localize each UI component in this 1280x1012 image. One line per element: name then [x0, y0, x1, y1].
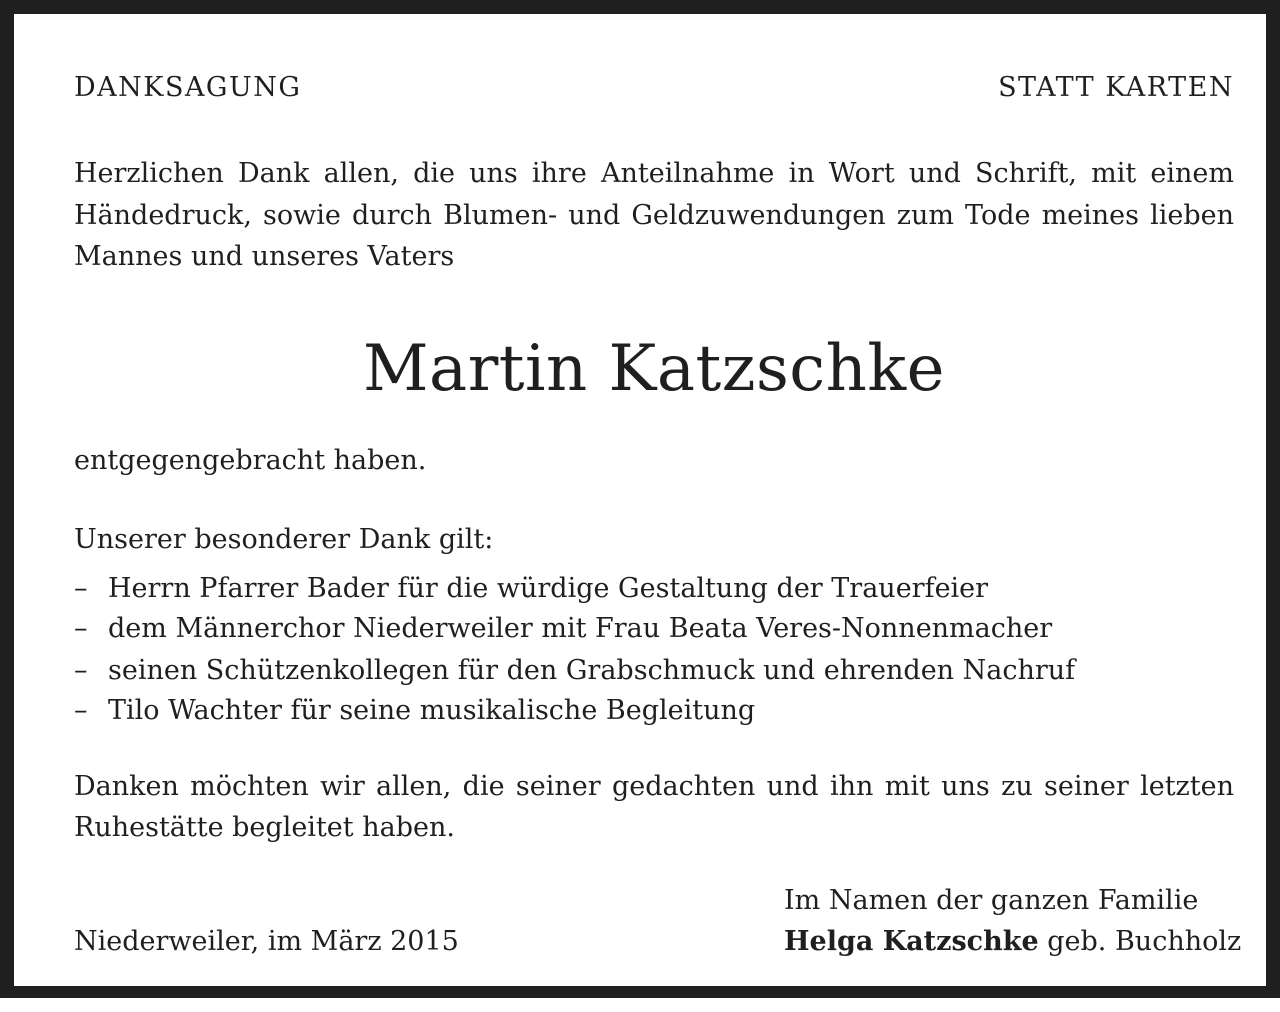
list-item	[74, 608, 1052, 649]
intro-line-1: Herzlichen Dank allen, die uns ihre Anteilnahme in Wort und Schrift, mit einem	[74, 158, 1234, 189]
list-item-text: Herrn Pfarrer Bader für die würdige Gestaltung der Trauerfeier	[108, 573, 989, 604]
list-dash: –	[74, 613, 88, 644]
place-and-date: Niederweiler, im März 2015	[74, 926, 459, 957]
list-dash: –	[74, 573, 88, 604]
intro-line-2: Händedruck, sowie durch Blumen- und Geldzuwendungen zum Tode meines lieben	[74, 200, 1234, 231]
list-item-text: seinen Schützenkollegen für den Grabschmuck und ehrenden Nachruf	[108, 655, 1076, 686]
family-line: Im Namen der ganzen Familie	[784, 885, 1199, 916]
list-item	[74, 690, 755, 731]
signatory-birth-name: geb. Buchholz	[1047, 926, 1242, 957]
list-dash: –	[74, 695, 88, 726]
header-note: STATT KARTEN	[998, 72, 1234, 103]
closing-line-2: Ruhestätte begleitet haben.	[74, 812, 455, 843]
notice-header	[74, 70, 1234, 106]
list-item-text: Tilo Wachter für seine musikalische Begleitung	[108, 695, 756, 726]
header-title: DANKSAGUNG	[74, 72, 302, 103]
closing-line-1: Danken möchten wir allen, die seiner gedachten und ihn mit uns zu seiner letzten	[74, 771, 1234, 802]
signatory	[784, 921, 1241, 962]
list-item-text: dem Männerchor Niederweiler mit Frau Beata Veres-Nonnenmacher	[108, 613, 1053, 644]
obituary-notice	[74, 14, 1242, 1012]
list-dash: –	[74, 655, 88, 686]
after-name-text: entgegengebracht haben.	[74, 445, 427, 476]
signatory-name: Helga Katzschke	[784, 926, 1039, 957]
intro-line-3: Mannes und unseres Vaters	[74, 241, 455, 272]
deceased-name: Martin Katzschke	[363, 332, 945, 406]
list-item	[74, 568, 988, 609]
list-item	[74, 650, 1075, 691]
special-thanks-heading: Unserer besonderer Dank gilt:	[74, 524, 494, 555]
